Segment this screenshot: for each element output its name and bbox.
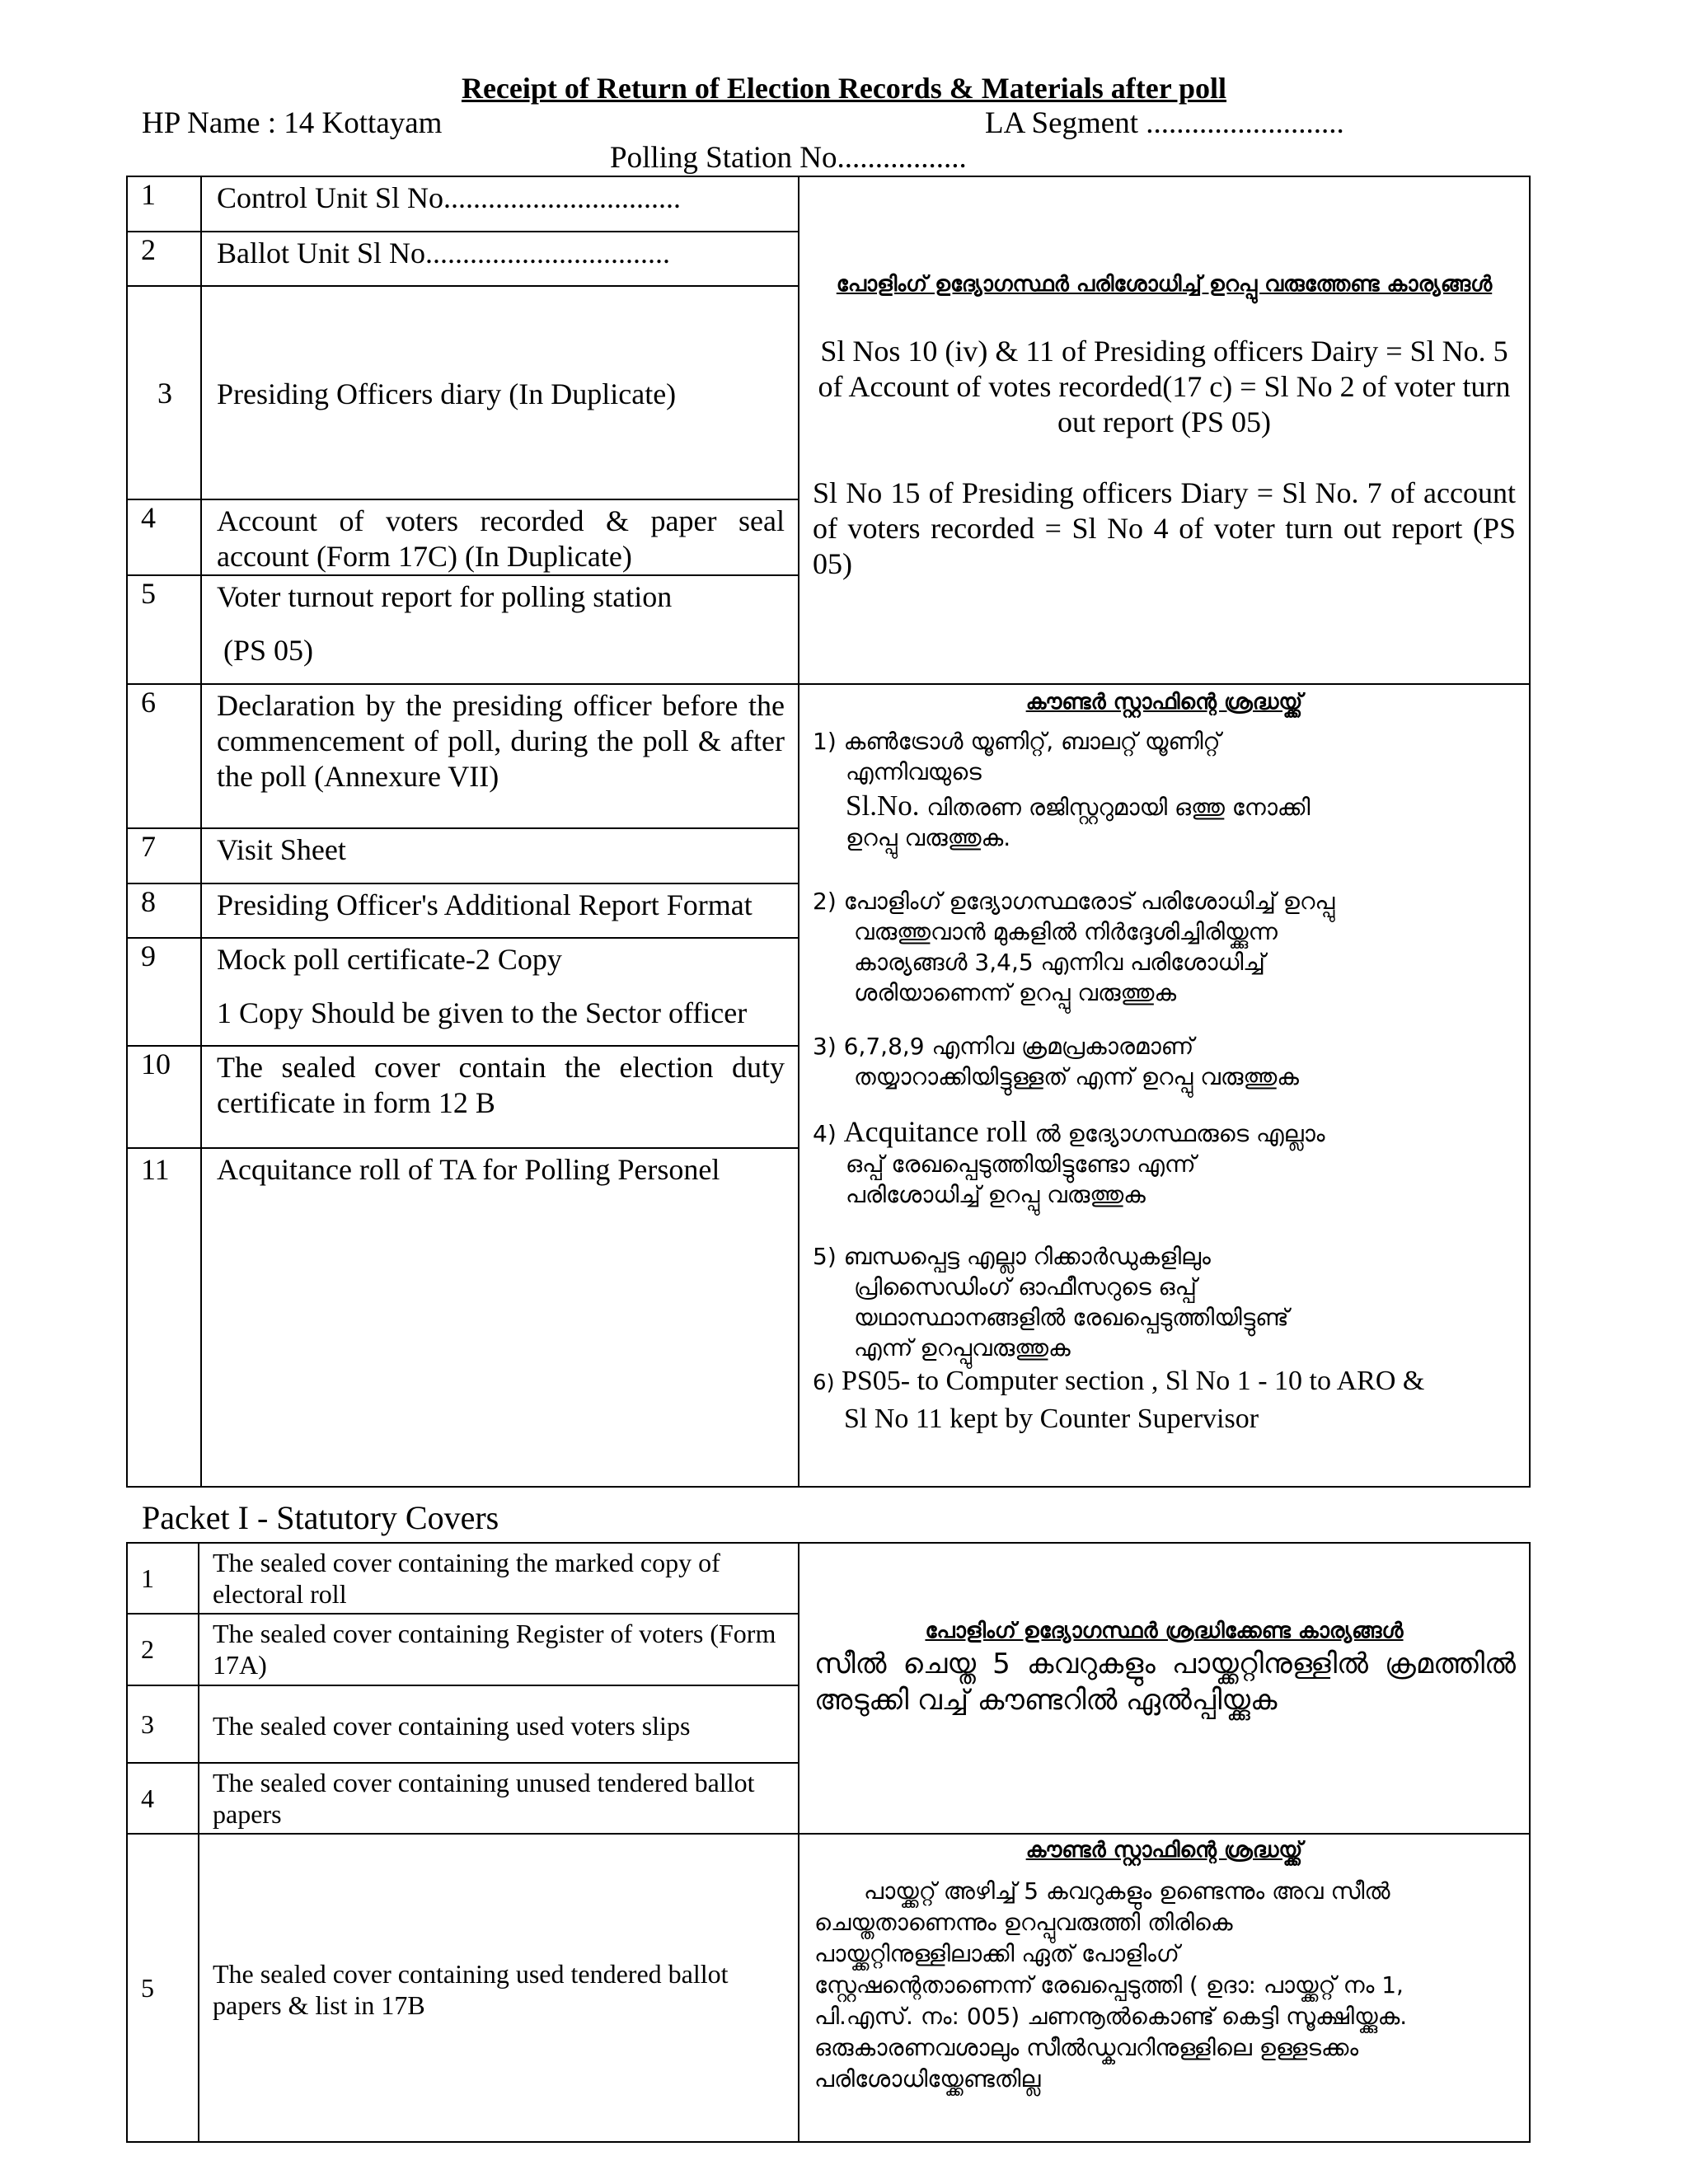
row-label-line-1: Voter turnout report for polling station <box>217 580 673 613</box>
row-number: 2 <box>127 232 201 286</box>
la-segment: LA Segment .......................... <box>985 106 1344 140</box>
row-number: 3 <box>127 1685 199 1763</box>
officer-check-box <box>799 176 1530 684</box>
row-number: 5 <box>127 1834 199 2142</box>
row-number: 3 <box>127 286 201 499</box>
instruction-3: 3) 6,7,8,9 എന്നിവ ക്രമപ്രകാരമാണ് തയ്യാറാക്കിയിട്ടുള്ളത് എന്ന് ഉറപ്പു വരുത്തുക <box>813 1033 1299 1090</box>
packet-table <box>126 1542 1531 2143</box>
records-table <box>126 176 1531 1488</box>
officer-check-rule-2: Sl No 15 of Presiding officers Diary = Sl No. 7 of account of voters recorded = Sl No 4 of voter turn out report (PS 05) <box>813 476 1516 580</box>
row-label-line-2: (PS 05) <box>223 634 314 667</box>
hp-name: HP Name : 14 Kottayam <box>142 106 443 140</box>
counter-staff-heading: കൗണ്ടർ സ്റ്റാഫിന്റെ ശ്രദ്ധയ്ക്ക് <box>1025 690 1303 715</box>
row-label: The sealed cover containing the marked copy of electoral roll <box>199 1543 799 1614</box>
row-label: Control Unit Sl No................................ <box>201 176 799 232</box>
packet-officer-box <box>799 1543 1530 1834</box>
row-label: Declaration by the presiding officer before the commencement of poll, during the poll & after the poll (Annexure VII) <box>201 684 799 828</box>
packet-counter-heading: കൗണ്ടർ സ്റ്റാഫിന്റെ ശ്രദ്ധയ്ക്ക് <box>1025 1838 1303 1863</box>
packet-title: Packet I - Statutory Covers <box>142 1499 499 1536</box>
row-number: 1 <box>127 176 201 232</box>
row-label <box>201 575 799 684</box>
row-number: 7 <box>127 828 201 883</box>
row-label: Visit Sheet <box>201 828 799 883</box>
page-title: Receipt of Return of Election Records & Materials after poll <box>461 72 1227 105</box>
instruction-2: 2) പോളിംഗ് ഉദ്യോഗസ്ഥരോട് പരിശോധിച്ച് ഉറപ്പു വരുത്തുവാൻ മുകളിൽ നിർദ്ദേശിച്ചിരിയ്ക്കുന്ന കാര്യങ്ങൾ 3,4,5 എന്നിവ പരിശോധിച്ച് ശരിയാണെന്ന് ഉറപ്പു വരുത്തുക <box>813 888 1335 1006</box>
row-number: 5 <box>127 575 201 684</box>
counter-staff-instructions <box>813 726 1521 1436</box>
row-number: 2 <box>127 1614 199 1685</box>
packet-counter-instructions: പായ്ക്കറ്റ് അഴിച്ച് 5 കവറുകളും ഉണ്ടെന്നും അവ സീൽ ചെയ്തതാണെന്നും ഉറപ്പുവരുത്തി തിരികെ പായ്ക്കറ്റിനുള്ളിലാക്കി ഏത് പോളിംഗ് സ്റ്റേഷന്റെതാണെന്ന് രേഖപ്പെടുത്തി ( ഉദാ: പായ്ക്കറ്റ് നം 1, പി.എസ്. നം: 005) ചണനൂൽകൊണ്ട് കെട്ടി സൂക്ഷിയ്ക്കുക. ഒരുകാരണവശാലും സീൽഡ്കവറിനുള്ളിലെ ഉള്ളടക്കം പരിശോധിയ്ക്കേണ്ടതില്ല <box>814 1877 1408 2093</box>
polling-station-no: Polling Station No................. <box>610 141 967 175</box>
row-number: 11 <box>127 1148 201 1487</box>
row-label <box>201 938 799 1046</box>
row-number: 4 <box>127 499 201 575</box>
row-label-line-2: 1 Copy Should be given to the Sector officer <box>217 996 748 1029</box>
row-label: The sealed cover containing used tendered ballot papers & list in 17B <box>199 1834 799 2142</box>
officer-check-heading: പോളിംഗ് ഉദ്യോഗസ്ഥർ പരിശോധിച്ച് ഉറപ്പു വരുത്തേണ്ട കാര്യങ്ങൾ <box>836 272 1493 297</box>
instruction-6: 6) PS05- to Computer section , Sl No 1 - 10 to ARO & Sl No 11 kept by Counter Supervisor <box>813 1366 1425 1434</box>
row-label: The sealed cover containing unused tendered ballot papers <box>199 1763 799 1834</box>
row-label: The sealed cover containing used voters slips <box>199 1685 799 1763</box>
row-label: The sealed cover contain the election duty certificate in form 12 B <box>201 1046 799 1148</box>
table-row <box>127 684 1530 828</box>
packet-officer-heading: പോളിംഗ് ഉദ്യോഗസ്ഥർ ശ്രദ്ധിക്കേണ്ട കാര്യങ്ങൾ <box>925 1619 1404 1643</box>
row-label: The sealed cover containing Register of voters (Form 17A) <box>199 1614 799 1685</box>
row-label: Account of voters recorded & paper seal account (Form 17C) (In Duplicate) <box>201 499 799 575</box>
table-row <box>127 1543 1530 1614</box>
row-label: Acquitance roll of TA for Polling Personel <box>201 1148 799 1487</box>
counter-staff-box <box>799 684 1530 1487</box>
instruction-5: 5) ബന്ധപ്പെട്ട എല്ലാ റിക്കാർഡുകളിലും പ്രിസൈഡിംഗ് ഓഫീസറുടെ ഒപ്പ് യഥാസ്ഥാനങ്ങളിൽ രേഖപ്പെടുത്തിയിട്ടുണ്ട് എന്ന് ഉറപ്പുവരുത്തുക <box>813 1243 1289 1361</box>
row-number: 8 <box>127 883 201 938</box>
officer-check-rule-1: Sl Nos 10 (iv) & 11 of Presiding officers Dairy = Sl No. 5 of Account of votes recorded(17 c) = Sl No 2 of voter turn out report (PS 05) <box>818 335 1511 438</box>
table-row <box>127 1834 1530 2142</box>
packet-officer-instruction: സീൽ ചെയ്ത 5 കവറുകളും പായ്ക്കറ്റിനുള്ളിൽ ക്രമത്തിൽ അടുക്കി വച്ച് കൗണ്ടറിൽ ഏൽപ്പിയ്ക്കുക <box>814 1647 1516 1717</box>
row-label: Presiding Officer's Additional Report Format <box>201 883 799 938</box>
row-number: 6 <box>127 684 201 828</box>
instruction-1: 1) കൺട്രോൾ യൂണിറ്റ്, ബാലറ്റ് യൂണിറ്റ് എന്നിവയുടെ Sl.No. വിതരണ രജിസ്റ്ററുമായി ഒത്തു നോക്കി ഉറപ്പു വരുത്തുക. <box>813 728 1311 851</box>
row-label: Ballot Unit Sl No................................. <box>201 232 799 286</box>
packet-counter-box <box>799 1834 1530 2142</box>
row-label-line-1: Mock poll certificate-2 Copy <box>217 943 562 976</box>
row-number: 10 <box>127 1046 201 1148</box>
row-number: 4 <box>127 1763 199 1834</box>
row-number: 9 <box>127 938 201 1046</box>
row-number: 1 <box>127 1543 199 1614</box>
table-row <box>127 176 1530 232</box>
instruction-4: 4) Acquitance roll ൽ ഉദ്യോഗസ്ഥരുടെ എല്ലാം ഒപ്പ് രേഖപ്പെടുത്തിയിട്ടുണ്ടോ എന്ന് പരിശോധിച്ച് ഉറപ്പു വരുത്തുക <box>813 1115 1325 1208</box>
row-label: Presiding Officers diary (In Duplicate) <box>201 286 799 499</box>
